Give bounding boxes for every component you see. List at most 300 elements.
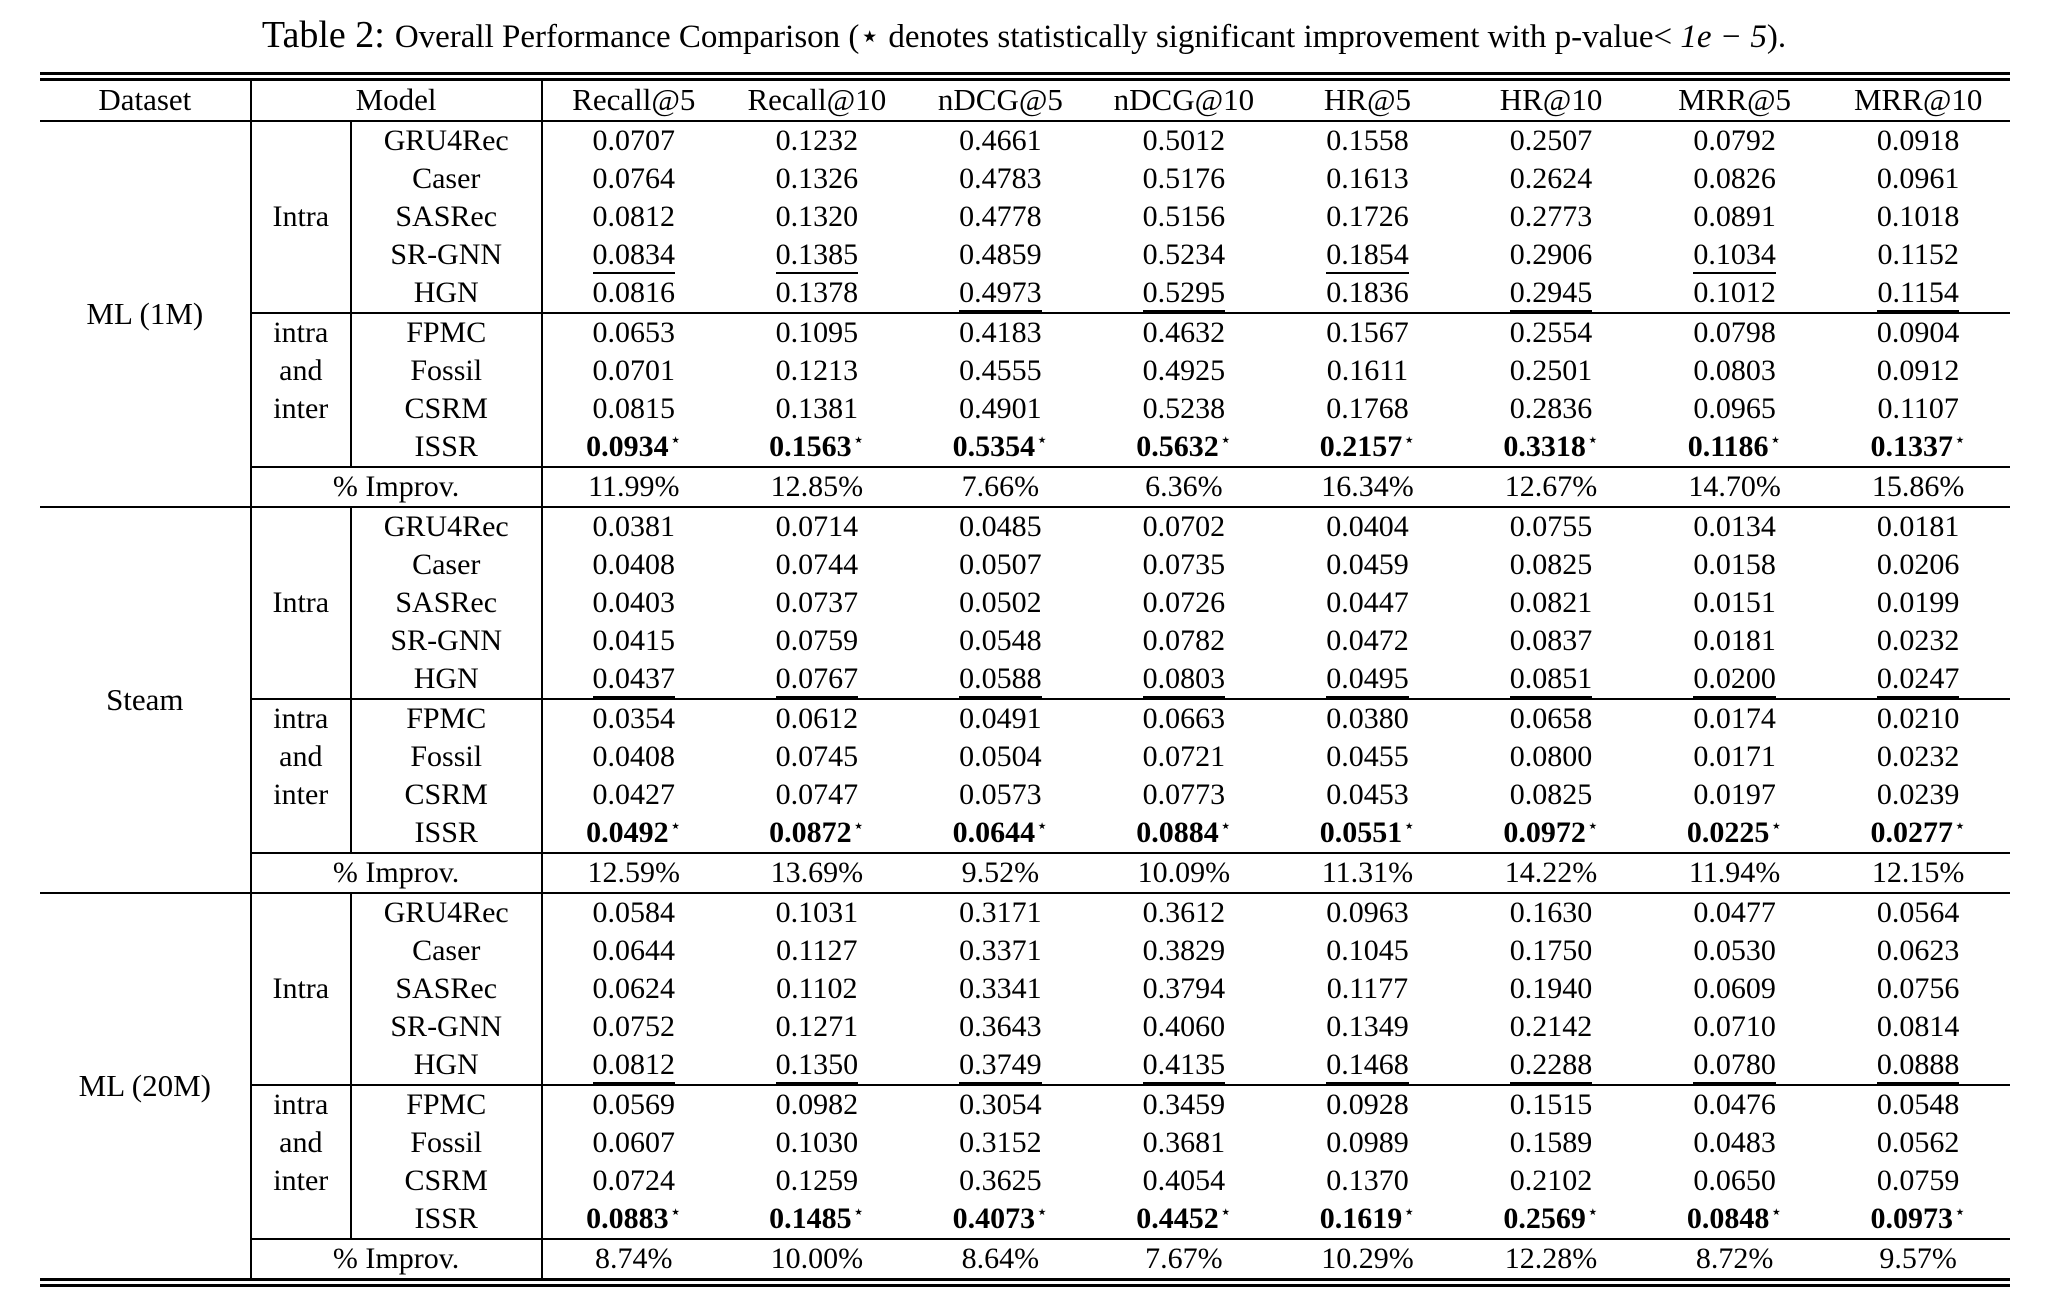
improvement-value: 12.28% [1504,1242,1598,1275]
metric-value: 0.0973 [1870,1202,1953,1235]
metric-value: 0.0232 [1876,740,1960,773]
group-label-line: inter [273,1164,329,1197]
model-group-label [251,313,351,467]
metric-value-cell [1459,121,1643,160]
metric-value: 0.1378 [775,276,859,309]
improvement-value-cell [1826,853,2010,893]
metric-value-cell [1092,1008,1276,1046]
metric-value: 0.1350 [776,1048,859,1084]
metric-value-cell [542,1162,726,1200]
metric-value-cell [1092,313,1276,352]
metric-value-cell [1092,1200,1276,1239]
metric-value: 0.1034 [1693,238,1776,274]
metric-value: 0.0752 [592,1010,676,1043]
metric-value: 0.2569 [1503,1202,1586,1235]
metric-value: 0.0812 [593,1048,676,1084]
metric-value: 0.0453 [1326,778,1409,811]
metric-value: 0.0918 [1876,124,1960,157]
metric-value: 0.0989 [1326,1126,1409,1159]
metric-value-cell [1826,584,2010,622]
metric-value: 0.0455 [1326,740,1409,773]
metric-value: 0.1031 [775,896,859,929]
metric-value: 0.4632 [1142,316,1226,349]
significance-star-icon: ⋆ [852,1202,865,1223]
metric-value: 0.4901 [959,392,1042,425]
metric-value-cell [542,546,726,584]
metric-value-cell [1459,507,1643,546]
metric-value-cell [725,121,909,160]
metric-value: 0.1385 [776,238,859,274]
metric-value: 0.1018 [1876,200,1960,233]
metric-value-cell [1276,584,1460,622]
metric-value-cell [542,1046,726,1085]
metric-value: 0.0928 [1326,1088,1409,1121]
metric-value-cell [909,893,1093,932]
metric-value: 0.0588 [959,662,1042,698]
metric-value: 0.5234 [1142,238,1226,271]
metric-value: 0.4778 [959,200,1042,233]
improvement-row [40,853,2010,893]
metric-value: 0.0415 [592,624,676,657]
metric-value: 0.0756 [1876,972,1960,1005]
metric-value-cell [1643,738,1827,776]
metric-value-cell [1643,776,1827,814]
metric-value: 0.1102 [776,972,858,1005]
metric-value-cell [1826,428,2010,467]
metric-value: 0.3612 [1142,896,1226,929]
metric-value: 0.0197 [1693,778,1776,811]
metric-value-cell [1092,622,1276,660]
improvement-value-cell [1276,467,1460,507]
metric-value: 0.0485 [959,510,1042,543]
metric-value-cell [909,622,1093,660]
metric-value: 0.0834 [593,238,676,274]
metric-value: 0.0747 [775,778,859,811]
metric-value: 0.3459 [1142,1088,1226,1121]
metric-value-cell [725,622,909,660]
metric-value-cell [1276,660,1460,699]
group-label-line: Intra [272,200,330,233]
metric-value-cell [909,776,1093,814]
metric-value-cell [1459,1046,1643,1085]
metric-value: 0.1750 [1509,934,1593,967]
improvement-value: 7.66% [961,470,1040,503]
improvement-value-cell [1459,467,1643,507]
metric-value: 0.3681 [1142,1126,1226,1159]
model-name: Caser [351,932,542,970]
metric-value: 0.3625 [959,1164,1042,1197]
metric-value-cell [725,660,909,699]
metric-value: 0.4859 [959,238,1042,271]
metric-value-cell [1826,313,2010,352]
metric-value: 0.0459 [1326,548,1409,581]
model-name: ISSR [351,1200,542,1239]
metric-value: 0.0737 [775,586,859,619]
metric-value-cell [1276,121,1460,160]
metric-value-cell [909,1046,1093,1085]
improvement-value-cell [1092,467,1276,507]
improvement-value-cell [1276,1239,1460,1283]
metric-value-cell [909,738,1093,776]
metric-value-cell [725,274,909,313]
significance-star-icon: ⋆ [852,816,865,837]
model-name: FPMC [351,699,542,738]
significance-star-icon: ⋆ [669,816,682,837]
metric-value: 0.0239 [1876,778,1960,811]
model-name: SASRec [351,584,542,622]
metric-value-cell [1276,1200,1460,1239]
metric-value: 0.0759 [775,624,859,657]
table-row [40,1085,2010,1124]
metric-value: 0.1940 [1509,972,1593,1005]
metric-value-cell [1092,390,1276,428]
metric-value: 0.0821 [1509,586,1593,619]
metric-value-cell [542,584,726,622]
group-label-line: inter [273,778,329,811]
improvement-row [40,467,2010,507]
metric-value: 0.0548 [959,624,1042,657]
metric-value-cell [1826,776,2010,814]
improvement-value: 8.64% [961,1242,1040,1275]
metric-value-cell [725,198,909,236]
model-group-label [251,699,351,853]
metric-value-cell [1826,699,2010,738]
metric-value: 0.1630 [1509,896,1593,929]
metric-value-cell [542,121,726,160]
metric-value: 0.3152 [959,1126,1042,1159]
metric-value: 0.0904 [1876,316,1960,349]
improvement-value-cell [909,853,1093,893]
metric-value: 0.0437 [593,662,676,698]
metric-value-cell [909,1085,1093,1124]
group-label-line: inter [273,392,329,425]
metric-value: 0.1320 [775,200,859,233]
metric-value: 0.0612 [775,702,859,735]
metric-value-cell [1092,1085,1276,1124]
metric-value: 0.0483 [1693,1126,1776,1159]
significance-star-icon: ⋆ [1953,1202,1966,1223]
metric-value: 0.0663 [1142,702,1226,735]
metric-value-cell [909,507,1093,546]
metric-value: 0.0504 [959,740,1042,773]
metric-value: 0.1836 [1326,276,1409,309]
metric-value-cell [725,352,909,390]
metric-value: 0.0562 [1876,1126,1960,1159]
metric-value: 0.3643 [959,1010,1042,1043]
metric-value: 0.0972 [1503,816,1586,849]
model-group-label [251,893,351,1085]
metric-value: 0.0702 [1142,510,1226,543]
metric-value: 0.0624 [592,972,676,1005]
metric-value-cell [1459,660,1643,699]
metric-value: 0.0803 [1143,662,1226,698]
caption-body: Overall Performance Comparison (⋆ denotes statistically significant improvement with p-value< [394,19,1673,55]
metric-value: 0.0181 [1876,510,1960,543]
metric-value: 0.0206 [1876,548,1960,581]
metric-value-cell [1459,1085,1643,1124]
metric-value: 0.0564 [1876,896,1960,929]
dataset-label: ML (20M) [40,893,251,1283]
metric-value-cell [1459,546,1643,584]
significance-star-icon: ⋆ [1403,816,1416,837]
significance-star-icon: ⋆ [1219,430,1232,451]
col-header-mrr5: MRR@5 [1643,76,1827,121]
col-header-recall10: Recall@10 [725,76,909,121]
metric-value: 0.0247 [1877,662,1960,698]
metric-value-cell [1276,1162,1460,1200]
metric-value: 0.0724 [592,1164,676,1197]
metric-value-cell [1459,893,1643,932]
metric-value-cell [1459,776,1643,814]
improvement-value-cell [1643,467,1827,507]
metric-value-cell [1092,814,1276,853]
metric-value-cell [1092,198,1276,236]
metric-value: 0.0707 [592,124,676,157]
metric-value: 0.1515 [1509,1088,1593,1121]
metric-value-cell [1643,660,1827,699]
improvement-value: 12.59% [587,856,681,889]
model-name: ISSR [351,428,542,467]
table-row [40,893,2010,932]
significance-star-icon: ⋆ [1403,1202,1416,1223]
metric-value-cell [1643,1200,1827,1239]
metric-value-cell [542,699,726,738]
metric-value: 0.0644 [952,816,1036,849]
metric-value-cell [1276,274,1460,313]
caption-prefix: Table 2: [261,14,385,56]
table-row [40,313,2010,352]
metric-value-cell [725,1124,909,1162]
metric-value: 0.0199 [1876,586,1960,619]
metric-value: 0.3794 [1142,972,1226,1005]
metric-value-cell [1459,1200,1643,1239]
metric-value: 0.1726 [1326,200,1409,233]
significance-star-icon: ⋆ [1770,1202,1783,1223]
metric-value: 0.1468 [1326,1048,1409,1084]
metric-value-cell [1643,352,1827,390]
metric-value: 0.0851 [1510,662,1593,698]
significance-star-icon: ⋆ [1219,1202,1232,1223]
metric-value-cell [1276,546,1460,584]
significance-star-icon: ⋆ [852,430,865,451]
metric-value-cell [909,1162,1093,1200]
col-header-dataset: Dataset [40,76,251,121]
metric-value-cell [1459,932,1643,970]
metric-value: 0.0755 [1509,510,1593,543]
metric-value-cell [1459,428,1643,467]
metric-value: 0.1186 [1687,430,1769,463]
metric-value: 0.0151 [1693,586,1776,619]
metric-value-cell [909,699,1093,738]
col-header-mrr10: MRR@10 [1826,76,2010,121]
improvement-value: 15.86% [1871,470,1965,503]
model-group-label [251,507,351,699]
model-name: GRU4Rec [351,507,542,546]
improvement-value: 9.57% [1879,1242,1957,1275]
metric-value: 0.0644 [592,934,676,967]
improvement-value: 12.67% [1504,470,1598,503]
metric-value: 0.0607 [592,1126,676,1159]
metric-value-cell [1276,776,1460,814]
metric-value: 0.0883 [586,1202,669,1235]
metric-value: 0.0872 [769,816,852,849]
metric-value-cell [542,1008,726,1046]
metric-value: 0.0965 [1693,392,1776,425]
metric-value-cell [1459,738,1643,776]
metric-value-cell [1826,660,2010,699]
model-name: FPMC [351,313,542,352]
metric-value: 0.1030 [775,1126,859,1159]
metric-value: 0.0380 [1326,702,1409,735]
significance-star-icon: ⋆ [1586,816,1599,837]
improvement-value-cell [1643,853,1827,893]
metric-value-cell [1276,738,1460,776]
col-header-hr5: HR@5 [1276,76,1460,121]
metric-value-cell [1092,274,1276,313]
significance-star-icon: ⋆ [1953,816,1966,837]
metric-value-cell [909,970,1093,1008]
improvement-value-cell [1643,1239,1827,1283]
significance-star-icon: ⋆ [1036,1202,1049,1223]
metric-value: 0.4135 [1143,1048,1226,1084]
metric-value: 0.0837 [1509,624,1593,657]
improvement-value: 12.85% [770,470,864,503]
metric-value: 0.0888 [1877,1048,1960,1084]
metric-value-cell [1826,1046,2010,1085]
metric-value-cell [725,932,909,970]
metric-value-cell [1276,699,1460,738]
metric-value: 0.2906 [1509,238,1593,271]
metric-value: 0.0815 [592,392,676,425]
metric-value: 0.3749 [959,1048,1042,1084]
metric-value: 0.1349 [1326,1010,1409,1043]
metric-value: 0.0447 [1326,586,1409,619]
model-name: Fossil [351,738,542,776]
table-row [40,699,2010,738]
metric-value-cell [1459,584,1643,622]
metric-value-cell [1092,584,1276,622]
group-label-line: Intra [272,586,330,619]
metric-value: 0.0158 [1693,548,1776,581]
metric-value: 0.2507 [1509,124,1593,157]
model-name: SR-GNN [351,622,542,660]
metric-value-cell [1459,274,1643,313]
metric-value-cell [1826,1200,2010,1239]
metric-value: 0.2945 [1510,276,1593,312]
metric-value: 0.1095 [775,316,859,349]
significance-star-icon: ⋆ [1953,430,1966,451]
improvement-value-cell [1826,467,2010,507]
metric-value-cell [725,428,909,467]
metric-value-cell [1276,236,1460,274]
metric-value-cell [1826,814,2010,853]
metric-value-cell [1092,236,1276,274]
metric-value-cell [1459,352,1643,390]
metric-value: 0.0773 [1142,778,1226,811]
metric-value-cell [1276,198,1460,236]
metric-value: 0.5012 [1142,124,1226,157]
metric-value: 0.0816 [592,276,676,309]
metric-value: 0.4783 [959,162,1042,195]
model-name: ISSR [351,814,542,853]
metric-value-cell [1092,507,1276,546]
metric-value: 0.4973 [959,276,1042,312]
metric-value: 0.1611 [1326,354,1409,387]
metric-value-cell [1276,1124,1460,1162]
metric-value-cell [909,660,1093,699]
metric-value-cell [1092,428,1276,467]
metric-value-cell [1459,970,1643,1008]
metric-value-cell [542,660,726,699]
metric-value: 0.1213 [775,354,859,387]
metric-value: 0.1854 [1326,238,1409,274]
metric-value: 0.0848 [1686,1202,1770,1235]
metric-value: 0.0404 [1326,510,1409,543]
metric-value-cell [542,970,726,1008]
metric-value-cell [909,932,1093,970]
improvement-value: 12.15% [1871,856,1965,889]
metric-value: 0.0891 [1693,200,1776,233]
metric-value: 0.0427 [592,778,676,811]
improvement-label: % Improv. [251,853,542,893]
metric-value-cell [909,1124,1093,1162]
metric-value-cell [909,313,1093,352]
metric-value-cell [909,121,1093,160]
metric-value: 0.0530 [1693,934,1776,967]
metric-value: 0.0726 [1142,586,1226,619]
metric-value: 0.4183 [959,316,1042,349]
metric-value: 0.0884 [1136,816,1219,849]
metric-value: 0.1768 [1326,392,1409,425]
metric-value-cell [542,352,726,390]
improvement-label: % Improv. [251,1239,542,1283]
metric-value-cell [725,1008,909,1046]
metric-value-cell [1092,699,1276,738]
metric-value: 0.0803 [1693,354,1776,387]
metric-value: 0.3829 [1142,934,1226,967]
metric-value: 0.0710 [1693,1010,1776,1043]
metric-value-cell [1643,893,1827,932]
metric-value: 0.0573 [959,778,1042,811]
metric-value-cell [1643,1008,1827,1046]
metric-value-cell [725,1162,909,1200]
metric-value: 0.0609 [1693,972,1776,1005]
metric-value: 0.0569 [592,1088,676,1121]
metric-value: 0.3054 [959,1088,1042,1121]
metric-value: 0.0408 [592,548,676,581]
dataset-label: Steam [40,507,251,893]
significance-star-icon: ⋆ [669,1202,682,1223]
metric-value-cell [1276,428,1460,467]
metric-value-cell [725,160,909,198]
metric-value-cell [1643,390,1827,428]
table-body [40,121,2010,1283]
metric-value-cell [542,313,726,352]
metric-value-cell [1276,390,1460,428]
improvement-value: 10.09% [1137,856,1231,889]
metric-value: 0.0934 [586,430,669,463]
metric-value: 0.4555 [959,354,1042,387]
metric-value: 0.1127 [776,934,858,967]
metric-value: 0.0653 [592,316,676,349]
caption-suffix: ). [1766,19,1787,55]
metric-value-cell [909,160,1093,198]
metric-value: 0.0798 [1693,316,1776,349]
metric-value: 0.0792 [1693,124,1776,157]
metric-value-cell [1459,390,1643,428]
metric-value-cell [1092,738,1276,776]
metric-value: 0.1558 [1326,124,1409,157]
